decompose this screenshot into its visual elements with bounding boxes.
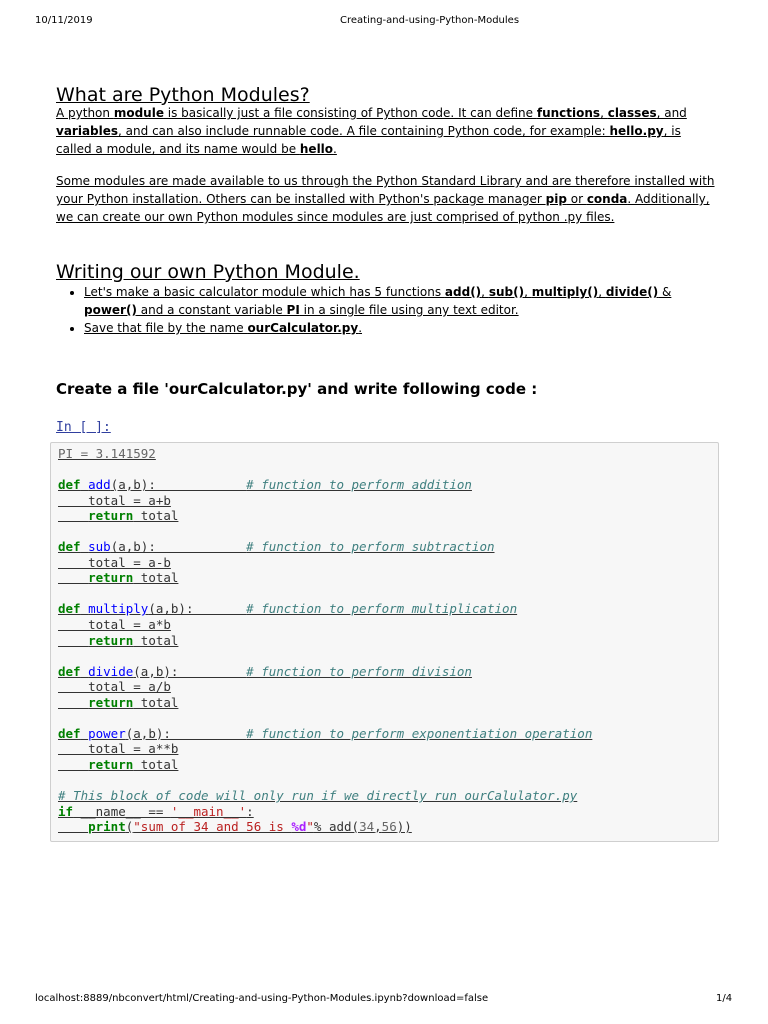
page-number: 1/4 bbox=[716, 993, 733, 1004]
print-url: localhost:8889/nbconvert/html/Creating-and-using-Python-Modules.ipynb?download=false bbox=[35, 993, 489, 1004]
cell-input-prompt: In [ ]: bbox=[56, 420, 111, 435]
code-cell-editor[interactable] bbox=[50, 442, 719, 842]
list-item: • Let's make a basic calculator module which has 5 functions add(), sub(), multiply(), divide() & power() and a constant variable PI in a single file using any text editor. bbox=[84, 283, 718, 319]
modules-library-paragraph: Some modules are made available to us through the Python Standard Library and are therefore installed with your Python installation. Others can be installed with Python's package manager pip or conda. Additionally, we can create our own Python modules since modules are just comprised of python .py files. bbox=[56, 174, 715, 224]
instructions-list bbox=[56, 283, 718, 337]
list-item: • Save that file by the name ourCalculator.py. bbox=[84, 319, 718, 337]
section-heading-create-file: Create a file 'ourCalculator.py' and write following code : bbox=[56, 380, 538, 398]
code-block: PI = 3.141592 def add(a,b): # function to perform addition total = a+b return total def sub(a,b): # function to perform subtraction total = a-b return total def multiply(a,b): # function to perform multiplication total = a*b return total def divide(a,b): # function to perform division total = a/b return total def power(a,b): # function to perform exponentiation operation total = a**b return total # This block of code will only run if we directly run ourCalulator.py if __name__ == '__main__': print("sum of 34 and 56 is %d"% add(34,56)) bbox=[58, 446, 593, 835]
section-heading-modules: What are Python Modules? bbox=[56, 84, 310, 106]
print-title: Creating-and-using-Python-Modules bbox=[340, 15, 520, 26]
print-date: 10/11/2019 bbox=[35, 15, 93, 26]
section-heading-writing-module: Writing our own Python Module. bbox=[56, 261, 360, 283]
modules-intro-paragraph: A python module is basically just a file consisting of Python code. It can define functions, classes, and variables, and can also include runnable code. A file containing Python code, for example: hello.py, is called a module, and its name would be hello. bbox=[56, 106, 687, 156]
